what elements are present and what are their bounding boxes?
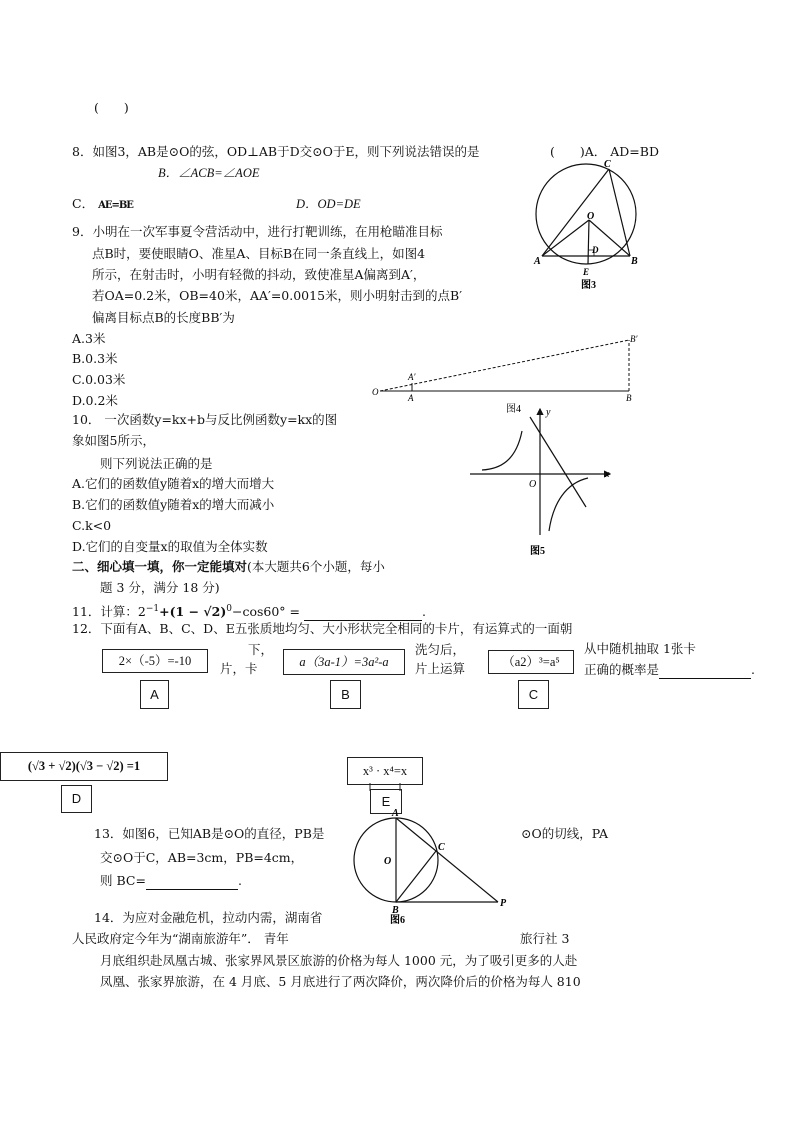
fig5-label-y: y <box>546 407 551 418</box>
fig6-line-ap <box>396 818 498 902</box>
section2-note: 题 3 分，满分 18 分) <box>100 580 220 595</box>
fig4-label-b2: B′ <box>630 334 638 344</box>
q12-frag-pianka: 片，卡 <box>220 661 258 676</box>
fig5-label-o: O <box>529 479 537 490</box>
q12-frag-zhengque: 正确的概率是 . <box>584 662 755 677</box>
fig3-line-ac <box>542 169 609 256</box>
figure-4 <box>368 330 650 414</box>
fig4-label-a: A <box>408 393 414 403</box>
q9-line-4: 若OA=0.2米，OB=40米，AA′=0.0015米，则小明射击到的点B′ <box>92 288 463 303</box>
q14-line-2b: 旅行社 3 <box>520 931 570 946</box>
q10-optA: A.它们的函数值y随着x的增大而增大 <box>72 476 275 491</box>
fig3-line-oe <box>588 220 589 264</box>
q9-line-3: 所示，在射击时，小明有轻微的抖动，致使准星A偏离到A′， <box>92 267 426 282</box>
card-e-connectors <box>370 783 410 791</box>
fig6-label-p: P <box>500 898 507 909</box>
q7-answer-paren: ( ) <box>94 100 129 115</box>
q10-line-1: 10． 一次函数y=kx+b与反比例函数y=kx的图 <box>72 412 338 427</box>
fig3-label-o: O <box>587 211 595 222</box>
q12-stem: 12．下面有A、B、C、D、E五张质地均匀、大小形状完全相同的卡片，有运算式的一面朝 <box>72 621 573 636</box>
fig3-line-bc <box>609 169 630 256</box>
card-C: （a2）³=a⁵ <box>488 650 574 674</box>
fig3-label-b: B <box>631 256 638 267</box>
fig3-label-c: C <box>604 159 611 170</box>
card-D: (√3 + √2)(√3 − √2) =1 <box>0 752 168 781</box>
q10-optD: D.它们的自变量x的取值为全体实数 <box>72 539 268 554</box>
q10-line-2: 象如图5所示， <box>72 433 155 448</box>
fig4-label-a2: A′ <box>408 372 416 382</box>
q8-stem: 8．如图3，AB是⊙O的弦，OD⊥AB于D交⊙O于E，则下列说法错误的是 <box>72 144 480 159</box>
figure-5 <box>470 405 620 560</box>
fig6-label-o: O <box>384 856 392 867</box>
q11-answer-blank[interactable] <box>304 604 422 621</box>
figure-3 <box>530 158 650 308</box>
q14-line-3: 月底组织赴凤凰古城、张家界风景区旅游的价格为每人 1000 元，为了吸引更多的人赴 <box>100 953 578 968</box>
q9-optA: A.3米 <box>72 331 106 346</box>
q13-line-3: 则 BC= . <box>100 873 242 888</box>
q13-line-2: 交⊙O于C，AB=3cm，PB=4cm， <box>100 850 304 865</box>
q14-line-1: 14．为应对金融危机，拉动内需，湖南省 <box>94 910 323 925</box>
card-A: 2×（-5）=-10 <box>102 649 208 673</box>
fig4-label-b: B <box>626 393 632 403</box>
fig4-dashed-ob2 <box>380 340 629 391</box>
fig6-label-c: C <box>438 842 445 853</box>
q12-frag-xiyun: 洗匀后， <box>415 642 466 657</box>
fig5-hyperbola-q2 <box>482 431 522 470</box>
q12-frag-xia: 下， <box>248 642 274 657</box>
figure-6 <box>350 810 520 925</box>
q10-line-3: 则下列说法正确的是 <box>100 456 213 471</box>
q11: 11．计算：$2^{-1}+(1 - √2)^0-\cos 60^\circ$ = . <box>72 604 426 620</box>
fig6-caption: 图6 <box>390 915 405 926</box>
card-label-D: D <box>61 785 92 813</box>
card-label-C: C <box>518 680 549 709</box>
fig3-label-d: D <box>592 245 599 255</box>
fig4-caption: 图4 <box>506 404 521 415</box>
q9-optC: C.0.03米 <box>72 372 126 387</box>
q13-answer-blank[interactable] <box>146 873 238 890</box>
q12-frag-cong: 从中随机抽取 1张卡 <box>584 641 696 656</box>
q9-optD: D.0.2米 <box>72 393 118 408</box>
q10-optB: B.它们的函数值y随着x的增大而减小 <box>72 497 275 512</box>
fig5-hyperbola-q4 <box>549 478 588 531</box>
fig3-label-a: A <box>534 256 541 267</box>
q8-optD: D．OD=DE <box>296 197 361 211</box>
fig5-linear <box>530 417 586 507</box>
q10-optC: C.k<0 <box>72 518 112 533</box>
q13-line-1b: ⊙O的切线，PA <box>521 826 609 841</box>
q8-optB: B．∠ACB=∠AOE <box>158 166 260 180</box>
q13-line-1: 13．如图6，已知AB是⊙O的直径，PB是 <box>94 826 325 841</box>
q9-line-2: 点B时，要使眼睛O、准星A、目标B在同一条直线上，如图4 <box>92 246 426 261</box>
fig6-line-bc <box>396 851 436 902</box>
q9-optB: B.0.3米 <box>72 351 118 366</box>
card-label-A: A <box>140 680 169 709</box>
fig6-label-b: B <box>392 905 399 916</box>
fig5-caption: 图5 <box>530 546 545 557</box>
q14-line-4: 凤凰、张家界旅游，在 4 月底、5 月底进行了两次降价，两次降价后的价格为每人 810 <box>100 974 581 989</box>
fig3-label-e: E <box>583 267 590 277</box>
q9-line-1: 9．小明在一次军事夏令营活动中，进行打靶训练，在用枪瞄准目标 <box>72 224 443 239</box>
q9-line-5: 偏离目标点B的长度BB′为 <box>92 310 235 325</box>
q14-line-2a: 人民政府定今年为“湖南旅游年”． 青年 <box>72 931 289 946</box>
card-B: a（3a-1）=3a²-a <box>283 649 405 675</box>
q8-optC: C． AE=BE <box>72 196 133 211</box>
q8-paren-optA: ( )A． AD=BD <box>550 144 659 159</box>
fig3-caption: 图3 <box>581 280 596 291</box>
fig4-label-o: O <box>372 387 379 397</box>
q8-optC-glyph: AE=BE <box>98 200 133 211</box>
fig5-label-x: x <box>605 469 610 480</box>
card-label-B: B <box>330 680 361 709</box>
card-E: x³ · x⁴=x <box>347 757 423 785</box>
card-label-E: E <box>370 789 402 814</box>
q12-frag-pianshang: 片上运算 <box>415 661 466 676</box>
section2-heading: 二、细心填一填，你一定能填对(本大题共6个小题，每小 <box>72 559 385 574</box>
fig6-label-a: A <box>392 808 399 819</box>
q12-answer-blank[interactable] <box>659 662 751 679</box>
